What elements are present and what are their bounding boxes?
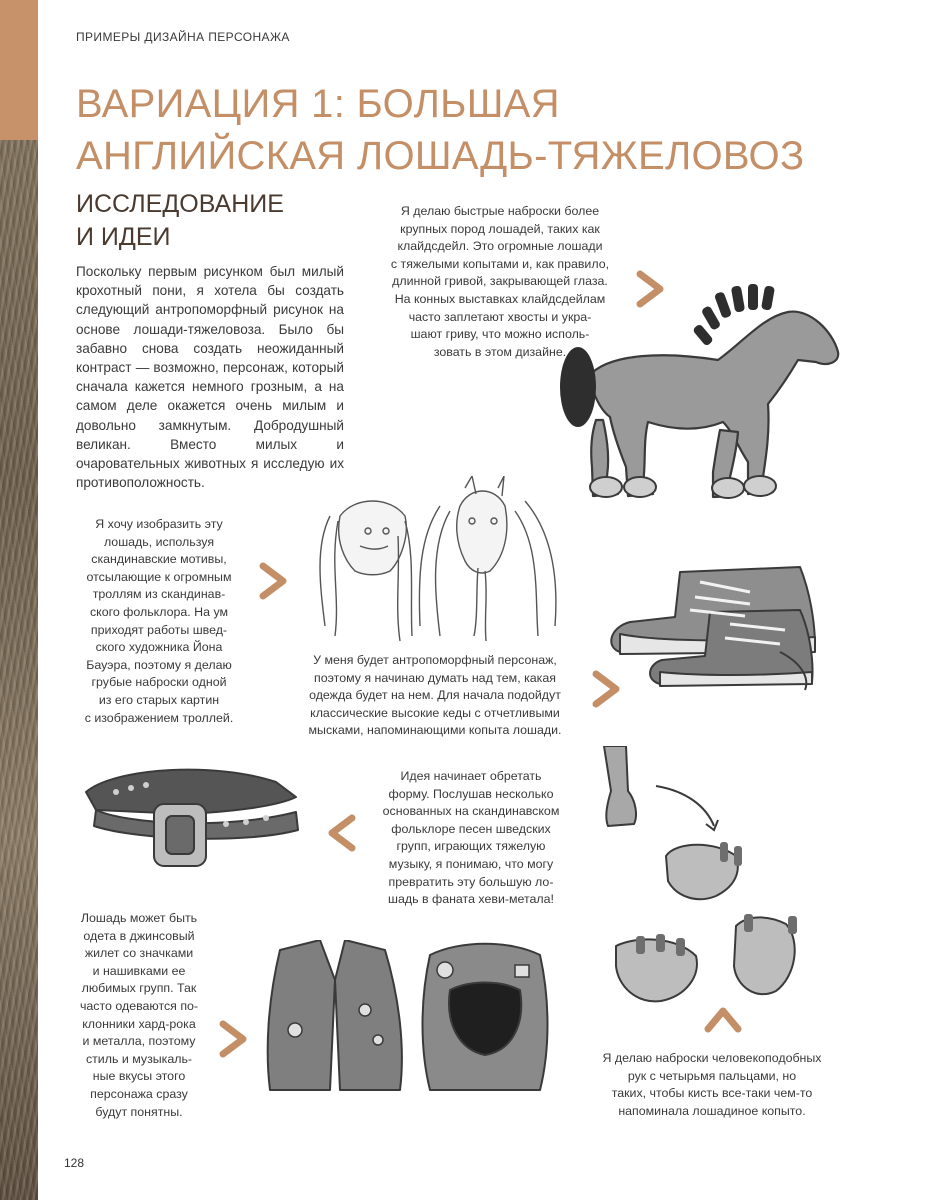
caption-metal: Идея начинает обретать форму. Послушав несколько основанных на скандинавском фольклоре песен шведских групп, играющих тяжелую музыку, я понимаю, что могу превратить эту большую ло- шадь в фаната хеви-метала! (382, 769, 560, 907)
fur-texture-strip (0, 0, 38, 1200)
studded-belt-sketch (76, 752, 306, 892)
page-number: 128 (64, 1156, 85, 1170)
caption-vest: Лошадь может быть одета в джинсовый жилет со значками и нашивками ее любимых групп. Так часто одеваются по- клонники хард-рока и металла, поэтому стиль и музыкаль- ные вкусы этого персонажа сразу будут понятны. (79, 911, 199, 1119)
page-title: ВАРИАЦИЯ 1: БОЛЬШАЯ АНГЛИЙСКАЯ ЛОШАДЬ-ТЯЖЕЛОВОЗ (76, 82, 805, 178)
chevron-right-icon (215, 1018, 249, 1060)
chevron-right-icon (588, 668, 622, 710)
hoof-to-hands-sketch (596, 746, 846, 1046)
denim-vest-sketch (260, 940, 560, 1100)
sneakers-sketch (600, 552, 850, 692)
chevron-left-icon (326, 812, 360, 854)
caption-sneakers: У меня будет антропоморфный персонаж, поэтому я начинаю думать над тем, какая одежда будет на нем. Для начала подойдут классические высокие кеды с отчетливыми мысками, напоминающими копыта лошади. (308, 653, 562, 738)
intro-paragraph: Поскольку первым рисунком был милый крохотный пони, я хотела бы создать следующий антропоморфный рисунок на основе лошади-тяжеловоза. Было бы забавно снова создать неожиданный контраст — возможно, персонаж, который сначала кажется немного грозным, а на самом деле окажется очень милым и довольно замкнутым. Добродушный великан. Вместо милых и очаровательных животных я исследую их противоположность. (76, 264, 344, 491)
caption-hands: Я делаю наброски человекоподобных рук с четырьмя пальцами, но таких, чтобы кисть все-таки чем-то напоминала лошадиное копыто. (602, 1051, 822, 1118)
caption-trolls: Я хочу изобразить эту лошадь, используя скандинавские мотивы, отсылающие к огромным троллям из скандинав- ского фольклора. На ум приходят работы швед- ского художника Йона Бауэра, поэтому я делаю грубые наброски одной из его старых картин с изображением троллей. (84, 517, 234, 725)
troll-sketch (300, 476, 570, 646)
section-subtitle: ИССЛЕДОВАНИЕ И ИДЕИ (76, 190, 284, 251)
chevron-right-icon (255, 560, 289, 602)
clydesdale-horse-sketch (548, 282, 848, 512)
accent-block (0, 0, 38, 140)
caption-clydesdale: Я делаю быстрые наброски более крупных пород лошадей, таких как клайдсдейл. Это огромные лошади с тяжелыми копытами и, как правило, длинной гривой, закрывающей глаза. На конных выставках клайдсдейлам часто заплетают хвосты и укра- шают гриву, что можно исполь- зовать в этом дизайне. (390, 204, 610, 359)
running-head: ПРИМЕРЫ ДИЗАЙНА ПЕРСОНАЖА (76, 30, 290, 44)
chevron-up-icon (702, 1003, 744, 1037)
